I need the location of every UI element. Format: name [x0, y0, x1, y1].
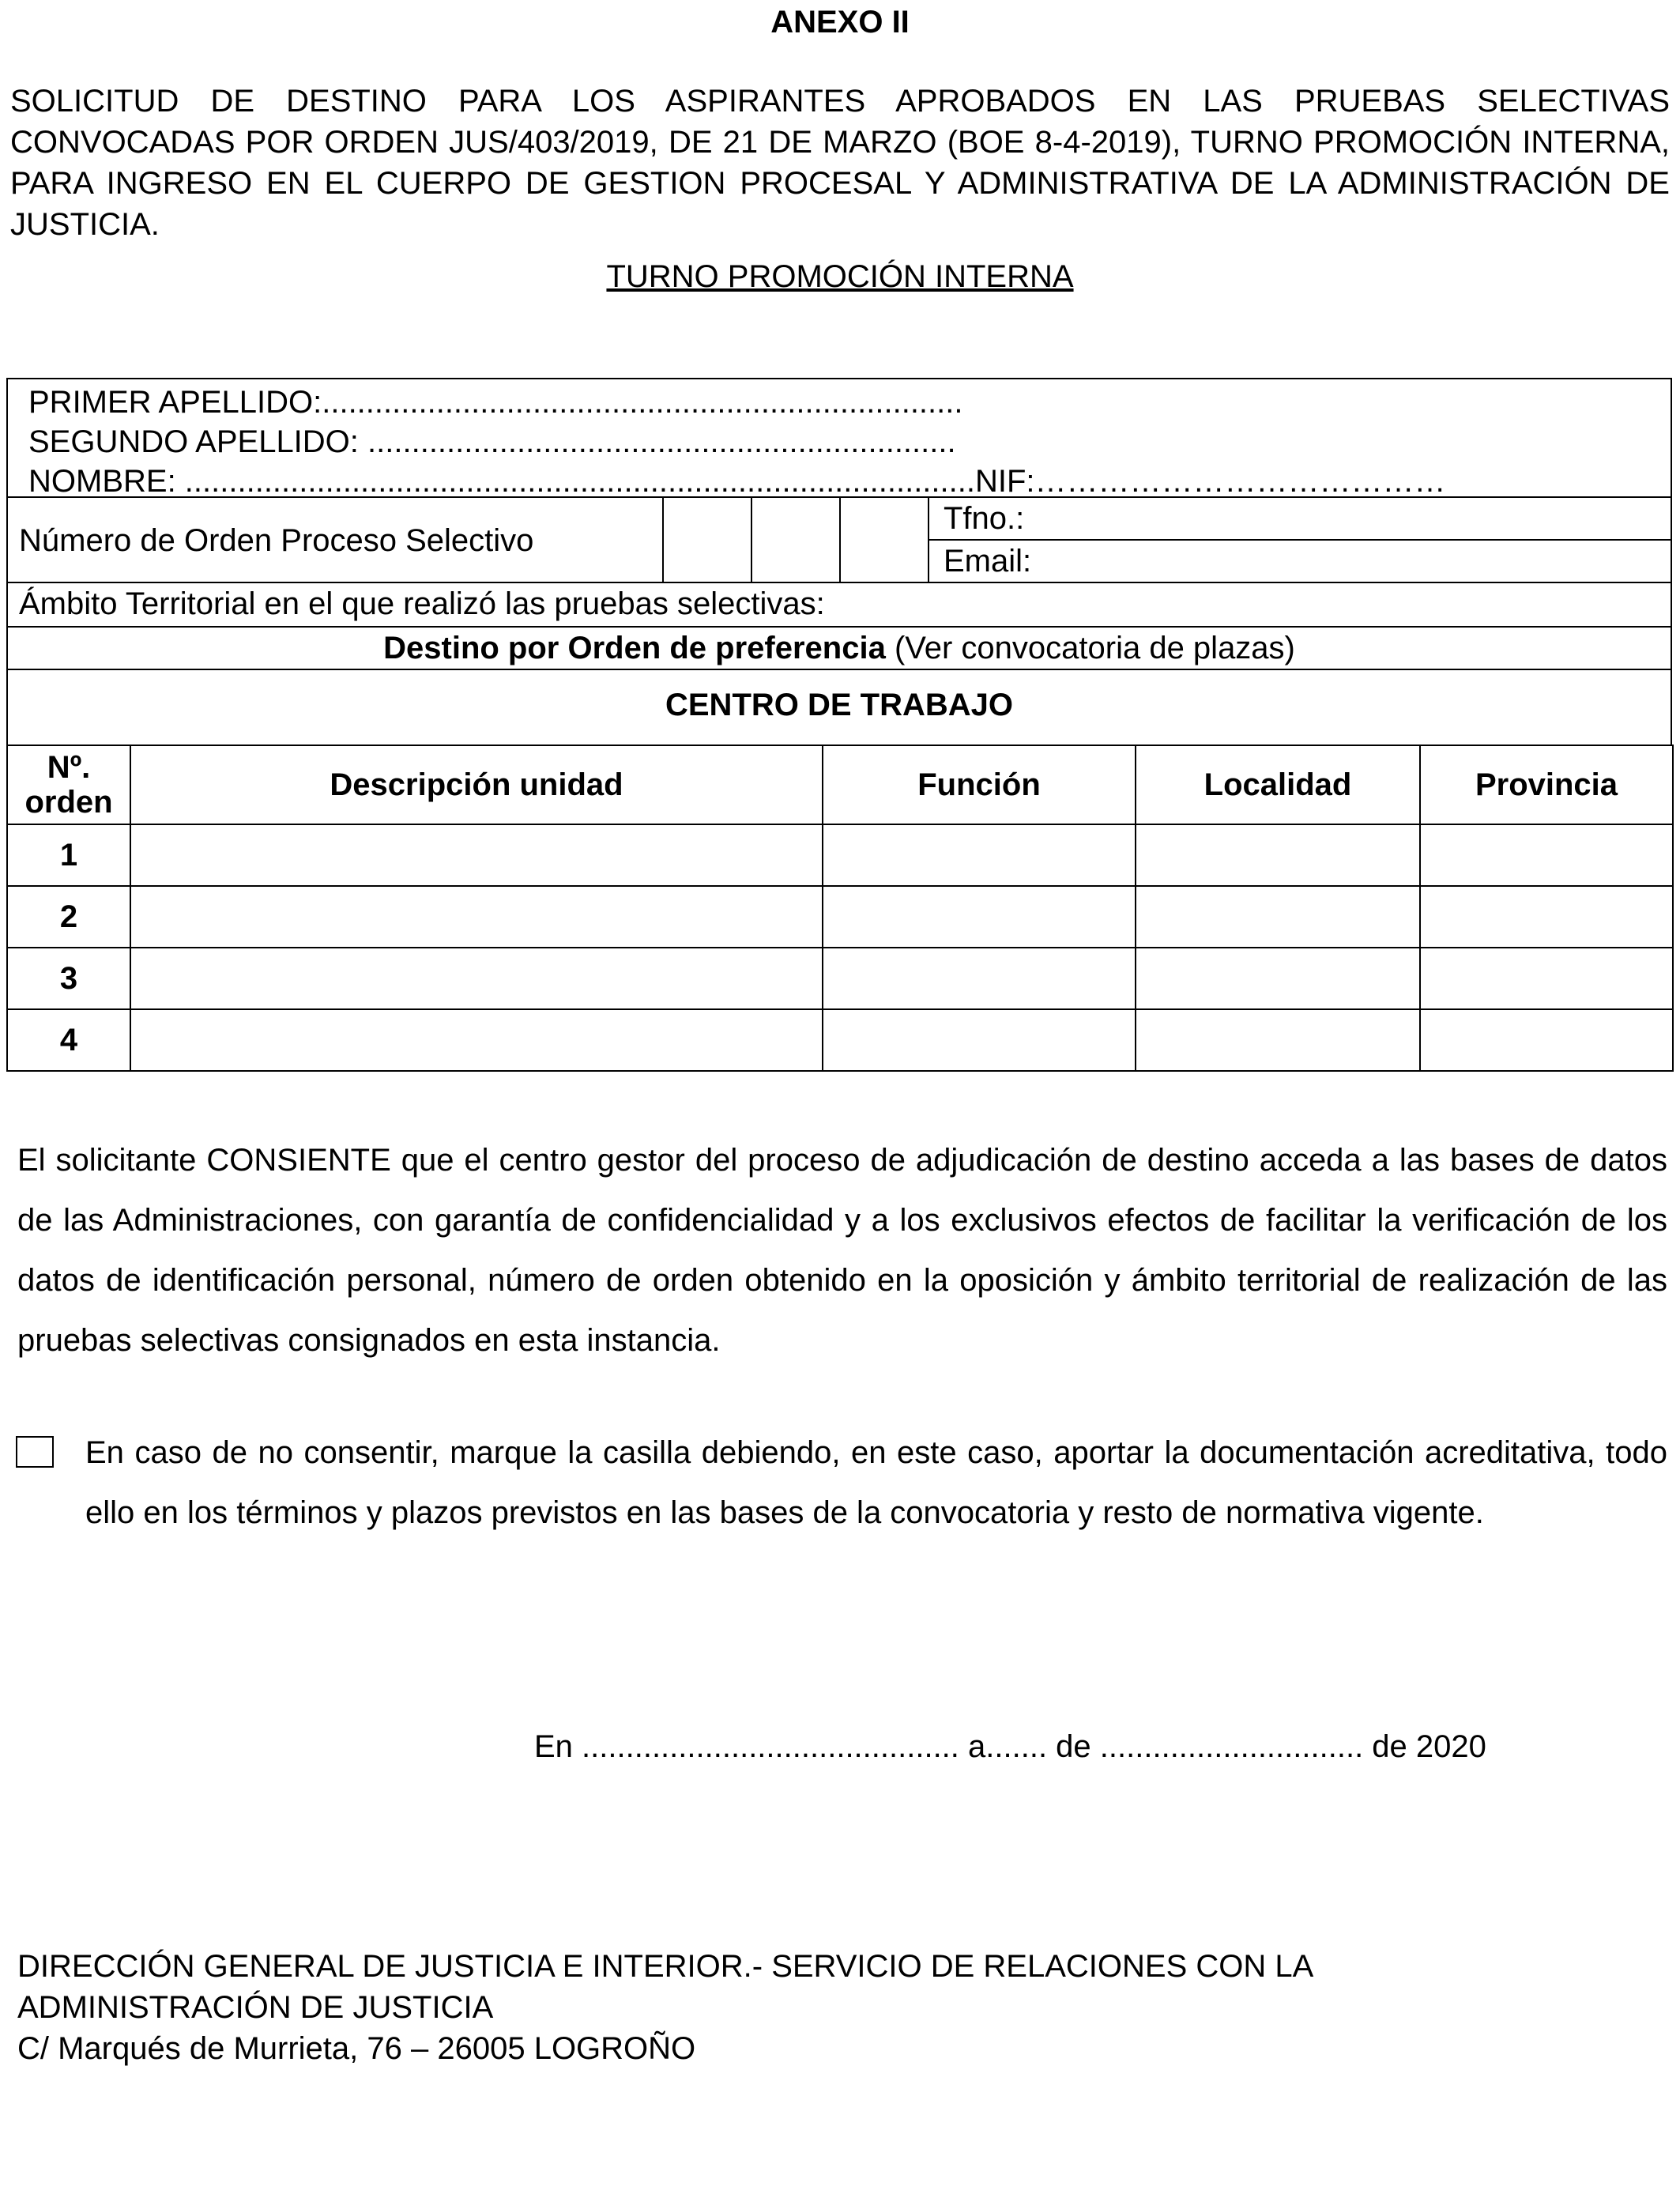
row-number: 3	[7, 948, 130, 1009]
col-header-orden-line1: Nº.	[47, 750, 91, 785]
row-number: 1	[7, 824, 130, 886]
nombre-nif-field[interactable]: NOMBRE: ..........................................................................................NIF:…………………………………	[28, 464, 1446, 499]
funcion-cell[interactable]	[823, 948, 1136, 1009]
orden-digit-box-1[interactable]	[662, 498, 664, 582]
provincia-cell[interactable]	[1420, 824, 1673, 886]
orden-digit-box-2[interactable]	[751, 498, 752, 582]
contact-separator	[928, 539, 1671, 541]
document-title: ANEXO II	[770, 5, 910, 40]
table-row	[7, 824, 1673, 886]
centro-trabajo-row	[6, 669, 1672, 746]
destino-row	[6, 626, 1672, 670]
descripcion-cell[interactable]	[130, 948, 823, 1009]
table-header-row	[7, 745, 1673, 824]
consent-paragraph: El solicitante CONSIENTE que el centro gestor del proceso de adjudicación de destino acceda a las bases de datos de las Administraciones, con garantía de confidencialidad y a los exclusivos efectos de facilitar la verificación de los datos de identificación personal, número de orden obtenido en la oposición y ámbito territorial de realización de las pruebas selectivas consignados en esta instancia.	[17, 1143, 1667, 1358]
footer-address	[17, 1946, 1669, 2069]
destino-heading-bold: Destino por Orden de preferencia	[383, 631, 886, 665]
funcion-cell[interactable]	[823, 824, 1136, 886]
orden-digit-box-3[interactable]	[839, 498, 841, 582]
row-number: 2	[7, 886, 130, 948]
turno-heading: TURNO PROMOCIÓN INTERNA	[606, 259, 1074, 294]
localidad-cell[interactable]	[1136, 948, 1420, 1009]
destinations-table	[6, 745, 1674, 1072]
funcion-cell[interactable]	[823, 886, 1136, 948]
provincia-cell[interactable]	[1420, 1009, 1673, 1071]
email-field[interactable]: Email:	[944, 544, 1032, 579]
col-header-orden-line2: orden	[24, 785, 113, 820]
numero-orden-row	[6, 496, 1672, 583]
no-consent-paragraph: En caso de no consentir, marque la casilla debiendo, en este caso, aportar la documentación acreditativa, todo ello en los términos y plazos previstos en las bases de la convocatoria y resto de normativa vigente.	[85, 1435, 1667, 1530]
localidad-cell[interactable]	[1136, 886, 1420, 948]
provincia-cell[interactable]	[1420, 948, 1673, 1009]
table-row	[7, 948, 1673, 1009]
personal-data-box	[6, 378, 1672, 498]
numero-orden-label: Número de Orden Proceso Selectivo	[19, 523, 534, 558]
footer-line-2: ADMINISTRACIÓN DE JUSTICIA	[17, 1990, 494, 2025]
segundo-apellido-field[interactable]: SEGUNDO APELLIDO: ...................................................................	[28, 424, 956, 459]
funcion-cell[interactable]	[823, 1009, 1136, 1071]
descripcion-cell[interactable]	[130, 1009, 823, 1071]
table-row	[7, 886, 1673, 948]
row-number: 4	[7, 1009, 130, 1071]
localidad-cell[interactable]	[1136, 824, 1420, 886]
col-header-orden	[7, 745, 130, 824]
provincia-cell[interactable]	[1420, 886, 1673, 948]
localidad-cell[interactable]	[1136, 1009, 1420, 1071]
centro-trabajo-caption: CENTRO DE TRABAJO	[665, 688, 1014, 722]
no-consent-checkbox[interactable]	[16, 1436, 54, 1468]
footer-line-3: C/ Marqués de Murrieta, 76 – 26005 LOGROÑO	[17, 2031, 696, 2066]
footer-line-1: DIRECCIÓN GENERAL DE JUSTICIA E INTERIOR.- SERVICIO DE RELACIONES CON LA	[17, 1949, 1314, 1984]
col-header-descripcion: Descripción unidad	[130, 745, 823, 824]
col-header-localidad: Localidad	[1136, 745, 1420, 824]
col-header-provincia: Provincia	[1420, 745, 1673, 824]
tfno-field[interactable]: Tfno.:	[944, 501, 1025, 536]
intro-paragraph: SOLICITUD DE DESTINO PARA LOS ASPIRANTES APROBADOS EN LAS PRUEBAS SELECTIVAS CONVOCADAS POR ORDEN JUS/403/2019, DE 21 DE MARZO (BOE 8-4-2019), TURNO PROMOCIÓN INTERNA, PARA INGRESO EN EL CUERPO DE GESTION PROCESAL Y ADMINISTRATIVA DE LA ADMINISTRACIÓN DE JUSTICIA.	[10, 84, 1670, 242]
ambito-field[interactable]: Ámbito Territorial en el que realizó las pruebas selectivas:	[19, 586, 825, 621]
destino-heading-note: (Ver convocatoria de plazas)	[885, 631, 1295, 665]
descripcion-cell[interactable]	[130, 824, 823, 886]
primer-apellido-field[interactable]: PRIMER APELLIDO:.........................................................................	[28, 385, 963, 420]
descripcion-cell[interactable]	[130, 886, 823, 948]
date-line[interactable]: En ........................................... a....... de .............................. de 2020	[534, 1729, 1486, 1764]
col-header-funcion: Función	[823, 745, 1136, 824]
destino-heading	[8, 629, 1671, 667]
table-row	[7, 1009, 1673, 1071]
ambito-row	[6, 582, 1672, 628]
